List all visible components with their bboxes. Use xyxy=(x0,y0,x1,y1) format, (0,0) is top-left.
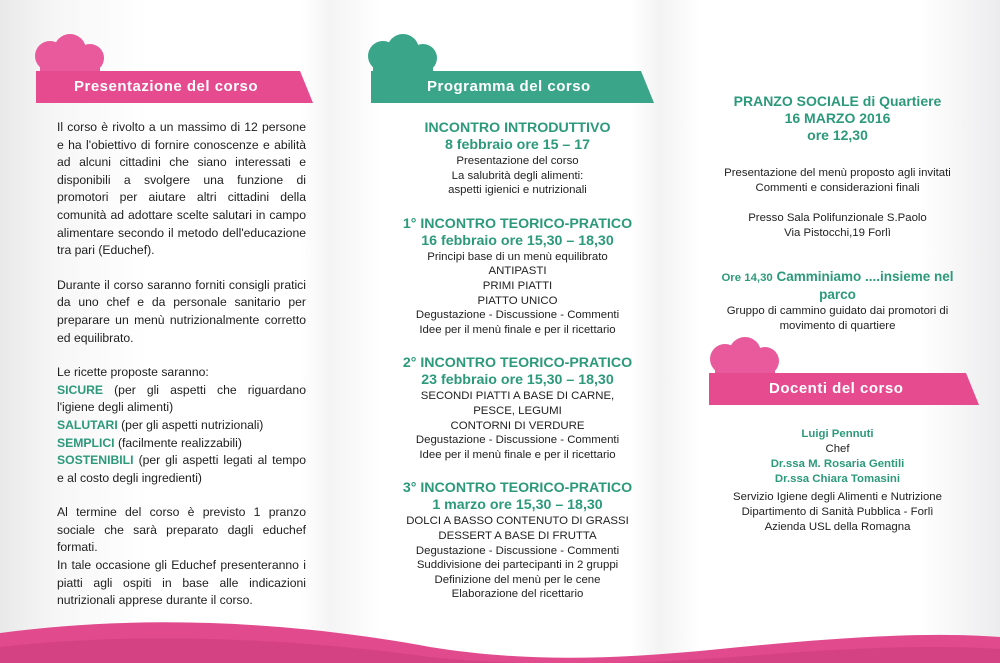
lunch-title-sub: di Quartiere xyxy=(858,93,942,109)
recipe-description: (per gli aspetti legati al tempo e al costo degli ingredienti) xyxy=(57,453,306,485)
teacher-name: Dr.ssa M. Rosaria Gentili xyxy=(770,458,905,470)
recipe-keyword: SICURE xyxy=(57,382,104,397)
meeting-date: 23 febbraio ore 15,30 – 18,30 xyxy=(421,372,614,389)
meeting-block xyxy=(380,120,655,198)
section-header-docenti xyxy=(709,373,979,405)
section-title: Docenti del corso xyxy=(769,379,904,397)
teacher-name: Dr.ssa Chiara Tomasini xyxy=(774,473,901,485)
recipe-keyword: SEMPLICI xyxy=(57,435,115,450)
walk-line: movimento di quartiere xyxy=(779,320,896,332)
recipe-keyword: SOSTENIBILI xyxy=(57,453,134,468)
walk-time: Ore 14,30 xyxy=(721,272,773,284)
meeting-line: Elaborazione del ricettario xyxy=(451,588,584,601)
walk-title xyxy=(715,268,960,304)
meeting-line: Degustazione - Discussione - Commenti xyxy=(415,309,620,322)
intro-paragraph: Il corso è rivolto a un massimo di 12 persone e ha l'obiettivo di fornire conoscenze e abilità ad alcuni cittadini che siano interessati e disponibili a svolgere una funzione di promotori per aiutare altri cittadini della comunità ad adottare scelte salutari in campo alimentare secondo il metodo dell'educazione tra pari (Educhef). xyxy=(57,120,306,258)
meeting-line: Idee per il menù finale e per il ricettario xyxy=(419,448,616,461)
lunch-date: 16 MARZO 2016 xyxy=(784,110,891,126)
meeting-block xyxy=(380,355,655,462)
meeting-line: CONTORNI DI VERDURE xyxy=(450,419,585,432)
walk-line: Gruppo di cammino guidato dai promotori di xyxy=(726,305,949,317)
meeting-line: SECONDI PIATTI A BASE DI CARNE, xyxy=(420,390,615,403)
meeting-line: Presentazione del corso xyxy=(456,155,579,167)
recipes-intro: Le ricette proposte saranno: xyxy=(57,365,209,380)
lunch-line: Presentazione del menù proposto agli invitati xyxy=(724,167,951,179)
recipe-item xyxy=(57,452,306,487)
closing-paragraph-2: In tale occasione gli Educhef presenteranno i piatti agli ospiti in base alle indicazioni nutrizionali apprese durante il corso. xyxy=(57,558,306,608)
program-list xyxy=(380,120,655,620)
left-panel xyxy=(0,0,333,663)
teachers-section xyxy=(715,427,960,535)
meeting-line: DOLCI A BASSO CONTENUTO DI GRASSI xyxy=(406,515,629,528)
meeting-line: Suddivisione dei partecipanti in 2 gruppi xyxy=(416,559,619,572)
section-title: Presentazione del corso xyxy=(74,77,259,95)
presentation-text xyxy=(57,119,306,610)
venue-line: Via Pistocchi,19 Forlì xyxy=(784,227,891,239)
lunch-title-main: PRANZO SOCIALE xyxy=(733,93,859,109)
meeting-title: 2° INCONTRO TEORICO-PRATICO xyxy=(402,355,633,372)
meeting-line: PRIMI PIATTI xyxy=(482,279,553,292)
closing-paragraph: Al termine del corso è previsto 1 pranzo sociale che sarà preparato dagli educhef formati. xyxy=(57,505,306,555)
recipe-keyword: SALUTARI xyxy=(57,417,118,432)
teacher-role: Chef xyxy=(825,443,850,455)
recipe-item xyxy=(57,435,306,453)
organization-line: Azienda USL della Romagna xyxy=(764,521,911,533)
meeting-block xyxy=(380,216,655,338)
lunch-line: Commenti e considerazioni finali xyxy=(755,182,920,194)
meeting-title: INCONTRO INTRODUTTIVO xyxy=(424,120,611,136)
lunch-section xyxy=(715,93,960,334)
section-header-presentazione xyxy=(36,71,313,103)
meeting-block xyxy=(380,480,655,602)
lunch-time: ore 12,30 xyxy=(807,127,868,143)
recipe-description: (facilmente realizzabili) xyxy=(114,435,242,450)
meeting-line: Principi base di un menù equilibrato xyxy=(427,250,608,263)
meeting-line: La salubrità degli alimenti: xyxy=(451,169,584,182)
meeting-line: ANTIPASTI xyxy=(488,265,547,278)
meeting-line: Idee per il menù finale e per il ricettario xyxy=(419,323,616,336)
recipe-item xyxy=(57,382,306,417)
recipe-item xyxy=(57,417,306,435)
organization-line: Servizio Igiene degli Alimenti e Nutrizione xyxy=(733,491,942,503)
meeting-line: Degustazione - Discussione - Commenti xyxy=(415,434,620,447)
meeting-line: Definizione del menù per le cene xyxy=(434,573,601,586)
lunch-title xyxy=(715,93,960,110)
organization-line: Dipartimento di Sanità Pubblica - Forlì xyxy=(741,506,934,518)
section-header-programma xyxy=(371,71,654,103)
meeting-title: 3° INCONTRO TEORICO-PRATICO xyxy=(402,480,633,497)
meeting-line: PESCE, LEGUMI xyxy=(473,404,562,417)
section-title: Programma del corso xyxy=(427,77,591,95)
recipe-description: (per gli aspetti nutrizionali) xyxy=(117,417,264,432)
meeting-line: PIATTO UNICO xyxy=(477,294,558,307)
meeting-title: 1° INCONTRO TEORICO-PRATICO xyxy=(402,215,633,232)
meeting-line: DESSERT A BASE DI FRUTTA xyxy=(438,529,597,542)
recipe-description: (per gli aspetti che riguardano l'igiene degli alimenti) xyxy=(57,382,306,415)
venue-line: Presso Sala Polifunzionale S.Paolo xyxy=(748,212,927,224)
meeting-date: 1 marzo ore 15,30 – 18,30 xyxy=(432,497,603,514)
meeting-date: 8 febbraio ore 15 – 17 xyxy=(444,137,591,153)
during-paragraph: Durante il corso saranno forniti consigli pratici da uno chef e da personale sanitario per preparare un menù nutrizionalmente corretto ed equilibrato. xyxy=(57,277,306,345)
teacher-name: Luigi Pennuti xyxy=(801,428,874,440)
meeting-date: 16 febbraio ore 15,30 – 18,30 xyxy=(421,232,614,249)
meeting-line: aspetti igienici e nutrizionali xyxy=(448,184,587,197)
walk-heading: Camminiamo ....insieme nel parco xyxy=(772,269,954,302)
meeting-line: Degustazione - Discussione - Commenti xyxy=(415,544,620,557)
